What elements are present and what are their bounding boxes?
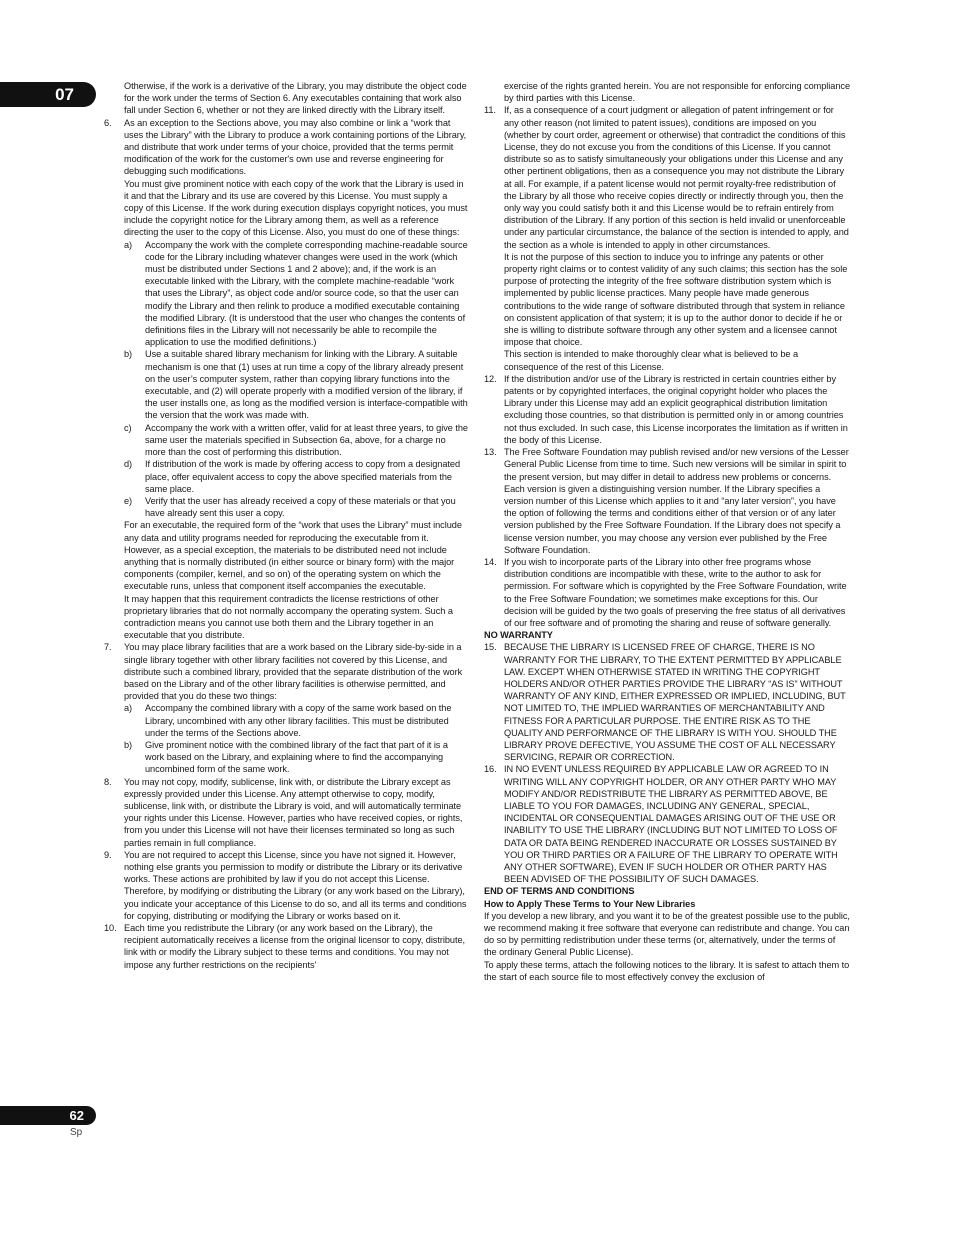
paragraph: It may happen that this requirement contradicts the license restrictions of other proprietary libraries that do not normally accompany the operating system. Such a contradiction means you cannot use both them and the Library together in an executable that you distribute. [124, 593, 453, 641]
lettered-subclause [104, 422, 468, 459]
clause-number: e) [124, 495, 133, 506]
clause-text: Each time you redistribute the Library (or any work based on the Library), the recipient automatically receives a license from the original licensor to copy, distribute, link with or modify the Library subject to these terms and conditions. You may not impose any further restrictions on the recipients' [124, 923, 466, 970]
clause-number: 9. [104, 849, 112, 860]
numbered-clause [104, 922, 468, 971]
clause-number: a) [124, 239, 133, 250]
language-code: Sp [70, 1127, 83, 1138]
page-number-tab [0, 1106, 96, 1125]
clause-text: The Free Software Foundation may publish revised and/or new versions of the Lesser General Public License from time to time. Such new versions will be similar in spirit to the present version, but may differ in detail to address new problems or concerns. [504, 447, 849, 482]
right-column [484, 80, 850, 983]
numbered-clause [104, 849, 468, 922]
paragraph: You must give prominent notice with each copy of the work that the Library is used in it and that the Library and its use are covered by this License. You must supply a copy of this License. If the work during execution displays copyright notices, you must include the copyright notice for the Library among them, as well as a reference directing the user to the copy of this License. Also, you must do one of these things: [124, 178, 468, 238]
clause-text: Accompany the combined library with a copy of the same work based on the Library, uncombined with any other library facilities. This must be distributed under the terms of the Sections above. [145, 703, 452, 738]
clause-text: If distribution of the work is made by offering access to copy from a designated place, offer equivalent access to copy the above specified materials from the same place. [145, 459, 461, 494]
section-heading: NO WARRANTY [484, 630, 553, 641]
clause-number: a) [124, 703, 133, 714]
left-column [104, 80, 468, 971]
numbered-clause [104, 776, 468, 849]
lettered-subclause [104, 458, 468, 495]
numbered-clause [104, 117, 468, 178]
paragraph: If you develop a new library, and you want it to be of the greatest possible use to the public, we recommend making it free software that everyone can redistribute and change. You can do so by permitting redistribution under these terms (or, alternatively, under the terms of the ordinary General Public License). [484, 910, 850, 958]
page-number: 62 [69, 1108, 84, 1123]
paragraph: This section is intended to make thoroughly clear what is believed to be a consequence of the rest of this License. [504, 349, 799, 372]
numbered-clause [484, 556, 850, 629]
clause-text: IN NO EVENT UNLESS REQUIRED BY APPLICABLE LAW OR AGREED TO IN WRITING WILL ANY COPYRIGHT HOLDER, OR ANY OTHER PARTY WHO MAY MODIFY AND/OR REDISTRIBUTE THE LIBRARY AS PERMITTED ABOVE, BE LIABLE TO YOU FOR DAMAGES, INCLUDING ANY GENERAL, SPECIAL, INCIDENTAL OR CONSEQUENTIAL DAMAGES ARISING OUT OF THE USE OR INABILITY TO USE THE LIBRARY (INCLUDING BUT NOT LIMITED TO LOSS OF DATA OR DATA BEING RENDERED INACCURATE OR LOSSES SUSTAINED BY YOU OR THIRD PARTIES OR A FAILURE OF THE LIBRARY TO OPERATE WITH ANY OTHER SOFTWARE), EVEN IF SUCH HOLDER OR OTHER PARTY HAS BEEN ADVISED OF THE POSSIBILITY OF SUCH DAMAGES. [504, 764, 838, 885]
lettered-subclause [104, 239, 468, 349]
numbered-clause [484, 446, 850, 483]
clause-number: 14. [484, 556, 497, 567]
paragraph: It is not the purpose of this section to induce you to infringe any patents or other property right claims or to contest validity of any such claims; this section has the sole purpose of protecting the integrity of the free software distribution system which is implemented by public license practices. Many people have made generous contributions to the wide range of software distributed through that system in reliance on consistent application of that system; it is up to the author donor to decide if he or she is willing to distribute software through any other system and a licensee cannot impose that choice. [504, 251, 848, 348]
paragraph: exercise of the rights granted herein. You are not responsible for enforcing compliance by third parties with this License. [504, 81, 851, 104]
numbered-clause [484, 104, 850, 250]
clause-text: You may not copy, modify, sublicense, link with, or distribute the Library except as expressly provided under this License. Any attempt otherwise to copy, modify, sublicense, link with, or distribute the Library is void, and will automatically terminate your rights under this License. However, parties who have received copies, or rights, from you under this License will not have their licenses terminated so long as such parties remain in full compliance. [124, 776, 463, 848]
clause-number: b) [124, 739, 133, 750]
clause-number: 15. [484, 642, 497, 653]
clause-number: 12. [484, 373, 497, 384]
section-heading: END OF TERMS AND CONDITIONS [484, 886, 635, 897]
numbered-clause [104, 641, 468, 702]
paragraph: For an executable, the required form of the “work that uses the Library” must include any data and utility programs needed for reproducing the executable from it. However, as a special exception, the materials to be distributed need not include anything that is normally distributed (in either source or binary form) with the major components (compiler, kernel, and so on) of the operating system on which the executable runs, unless that component itself accompanies the executable. [124, 520, 462, 592]
numbered-clause [484, 641, 850, 763]
numbered-clause [484, 373, 850, 446]
lettered-subclause [104, 495, 468, 519]
clause-text: Give prominent notice with the combined library of the fact that part of it is a work based on the Library, and explaining where to find the accompanying uncombined form of the same work. [145, 739, 448, 775]
clause-number: 13. [484, 447, 497, 458]
clause-number: 16. [484, 764, 497, 775]
clause-text: Accompany the work with the complete corresponding machine-readable source code for the Library including whatever changes were used in the work (which must be distributed under Sections 1 and 2 above); and, if the work is an executable linked with the Library, with the complete machine-readable “work that uses the Library”, as object code and/or source code, so that the user can modify the Library and then relink to produce a modified executable containing the modified Library. (It is understood that the user who changes the contents of definitions files in the Library will not necessarily be able to recompile the application to use the modified definitions.) [145, 239, 468, 348]
clause-number: d) [124, 459, 133, 470]
clause-text: If, as a consequence of a court judgment or allegation of patent infringement or for any other reason (not limited to patent issues), conditions are imposed on you (whether by court order, agreement or otherwise) that contradict the conditions of this License, they do not excuse you from the conditions of this License. If you cannot distribute so as to satisfy simultaneously your obligations under this License and any other pertinent obligations, then as a consequence you may not distribute the Library at all. For example, if a patent license would not permit royalty-free redistribution of the Library by all those who receive copies directly or indirectly through you, then the only way you could satisfy both it and this License would be to refrain entirely from distribution of the Library. If any portion of this section is held invalid or unenforceable under any particular circumstance, the balance of the section is intended to apply, and the section as a whole is intended to apply in other circumstances. [504, 105, 849, 250]
clause-text: You are not required to accept this License, since you have not signed it. However, nothing else grants you permission to modify or distribute the Library or its derivative works. These actions are prohibited by law if you do not accept this License. Therefore, by modifying or distributing the Library (or any work based on the Library), you indicate your acceptance of this License to do so, and all its terms and conditions for copying, distributing or modifying the Library or works based on it. [124, 849, 467, 921]
clause-text: Verify that the user has already received a copy of these materials or that you have already sent this user a copy. [145, 495, 456, 519]
clause-number: 7. [104, 642, 112, 653]
paragraph: Otherwise, if the work is a derivative of the Library, you may distribute the object code for the work under the terms of Section 6. Any executables containing that work also fall under Section 6, whether or not they are linked directly with the Library itself. [124, 81, 467, 116]
section-heading: How to Apply These Terms to Your New Libraries [484, 898, 696, 909]
lettered-subclause [104, 739, 468, 776]
lettered-subclause [104, 702, 468, 739]
paragraph: To apply these terms, attach the following notices to the library. It is safest to attach them to the start of each source file to most effectively convey the exclusion of [484, 959, 850, 982]
clause-number: 8. [104, 776, 112, 787]
clause-number: c) [124, 422, 132, 433]
clause-text: Use a suitable shared library mechanism for linking with the Library. A suitable mechanism is one that (1) uses at run time a copy of the library already present on the user’s computer system, rather than copying library functions into the executable, and (2) will operate properly with a modified version of the library, if the user installs one, as long as the modified version is interface-compatible with the version that the work was made with. [145, 349, 468, 421]
clause-number: b) [124, 349, 133, 360]
chapter-number: 07 [55, 85, 74, 104]
clause-text: Accompany the work with a written offer, valid for at least three years, to give the same user the materials specified in Subsection 6a, above, for a charge no more than the cost of performing this distribution. [145, 422, 468, 458]
clause-text: BECAUSE THE LIBRARY IS LICENSED FREE OF CHARGE, THERE IS NO WARRANTY FOR THE LIBRARY, TO THE EXTENT PERMITTED BY APPLICABLE LAW. EXCEPT WHEN OTHERWISE STATED IN WRITING THE COPYRIGHT HOLDERS AND/OR OTHER PARTIES PROVIDE THE LIBRARY “AS IS” WITHOUT WARRANTY OF ANY KIND, EITHER EXPRESSED OR IMPLIED, INCLUDING, BUT NOT LIMITED TO, THE IMPLIED WARRANTIES OF MERCHANTABILITY AND FITNESS FOR A PARTICULAR PURPOSE. THE ENTIRE RISK AS TO THE QUALITY AND PERFORMANCE OF THE LIBRARY IS WITH YOU. SHOULD THE LIBRARY PROVE DEFECTIVE, YOU ASSUME THE COST OF ALL NECESSARY SERVICING, REPAIR OR CORRECTION. [504, 642, 846, 763]
clause-number: 6. [104, 117, 112, 128]
clause-number: 10. [104, 923, 117, 934]
clause-number: 11. [484, 105, 496, 116]
clause-text: As an exception to the Sections above, you may also combine or link a “work that uses the Library” with the Library to produce a work containing portions of the Library, and distribute that work under terms of your choice, provided that the terms permit modification of the work for the customer's own use and reverse engineering for debugging such modifications. [124, 117, 467, 177]
lettered-subclause [104, 348, 468, 421]
clause-text: You may place library facilities that are a work based on the Library side-by-side in a single library together with other library facilities not covered by this License, and distribute such a combined library, provided that the separate distribution of the work based on the Library and of the other library facilities is otherwise permitted, and provided that you do these two things: [124, 642, 463, 702]
clause-text: If you wish to incorporate parts of the Library into other free programs whose distribution conditions are incompatible with these, write to the author to ask for permission. For software which is copyrighted by the Free Software Foundation, write to the Free Software Foundation; we sometimes make exceptions for this. Our decision will be guided by the two goals of preserving the free status of all derivatives of our free software and of promoting the sharing and reuse of software generally. [504, 556, 847, 628]
numbered-clause [484, 763, 850, 885]
paragraph: Each version is given a distinguishing version number. If the Library specifies a version number of this License which applies to it and “any later version”, you have the option of following the terms and conditions either of that version or of any later version published by the Free Software Foundation. If the Library does not specify a license version number, you may choose any version ever published by the Free Software Foundation. [504, 483, 841, 555]
chapter-tab [0, 82, 96, 107]
clause-text: If the distribution and/or use of the Library is restricted in certain countries either by patents or by copyrighted interfaces, the original copyright holder who places the Library under this License may add an explicit geographical distribution limitation excluding those countries, so that distribution is permitted only in or among countries not thus excluded. In such case, this License incorporates the limitation as if written in the body of this License. [504, 373, 848, 445]
